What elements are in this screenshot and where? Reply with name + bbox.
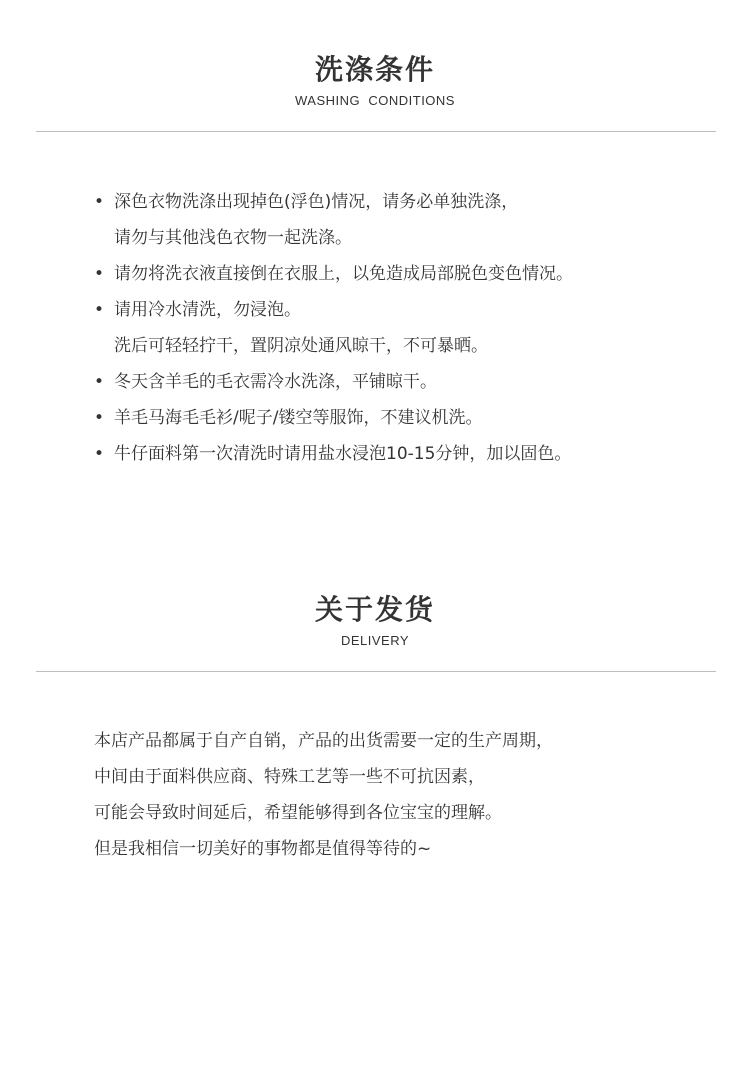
list-item-text: 请勿与其他浅色衣物一起洗涤。 (114, 228, 352, 248)
bullet-icon: • (94, 408, 105, 428)
washing-instructions-list (94, 184, 714, 472)
washing-title: 洗涤条件 (314, 53, 435, 86)
list-item-text: 羊毛马海毛毛衫/呢子/镂空等服饰，不建议机洗。 (114, 408, 483, 428)
bullet-icon: • (94, 372, 105, 392)
delivery-paragraph (94, 723, 714, 867)
washing-divider (36, 131, 716, 132)
list-item (94, 400, 714, 436)
bullet-icon: • (94, 300, 105, 320)
paragraph-line: 可能会导致时间延后，希望能够得到各位宝宝的理解。 (94, 803, 502, 823)
list-item-text: 请用冷水清洗，勿浸泡。 (114, 300, 301, 320)
list-item (94, 292, 714, 328)
washing-subtitle: WASHING CONDITIONS (295, 93, 455, 108)
delivery-title: 关于发货 (314, 593, 435, 626)
list-item (94, 184, 714, 220)
list-item-text: 洗后可轻轻拧干，置阴凉处通风晾干，不可暴晒。 (114, 336, 488, 356)
delivery-section-header (0, 592, 750, 650)
list-item (94, 328, 714, 364)
list-item-text: 请勿将洗衣液直接倒在衣服上，以免造成局部脱色变色情况。 (114, 264, 573, 284)
bullet-icon: • (94, 444, 105, 464)
list-item (94, 256, 714, 292)
washing-section-header (0, 52, 750, 110)
bullet-icon: • (94, 264, 105, 284)
list-item (94, 436, 714, 472)
delivery-subtitle: DELIVERY (340, 633, 410, 648)
paragraph-line: 但是我相信一切美好的事物都是值得等待的~ (94, 839, 432, 859)
delivery-divider (36, 671, 716, 672)
list-item-text: 冬天含羊毛的毛衣需冷水洗涤，平铺晾干。 (114, 372, 437, 392)
paragraph-line: 本店产品都属于自产自销，产品的出货需要一定的生产周期， (94, 731, 553, 751)
list-item (94, 220, 714, 256)
bullet-icon: • (94, 192, 105, 212)
list-item-text: 深色衣物洗涤出现掉色(浮色)情况，请务必单独洗涤， (114, 192, 519, 212)
list-item (94, 364, 714, 400)
paragraph-line: 中间由于面料供应商、特殊工艺等一些不可抗因素， (94, 767, 485, 787)
list-item-text: 牛仔面料第一次清洗时请用盐水浸泡10-15分钟，加以固色。 (114, 444, 572, 464)
